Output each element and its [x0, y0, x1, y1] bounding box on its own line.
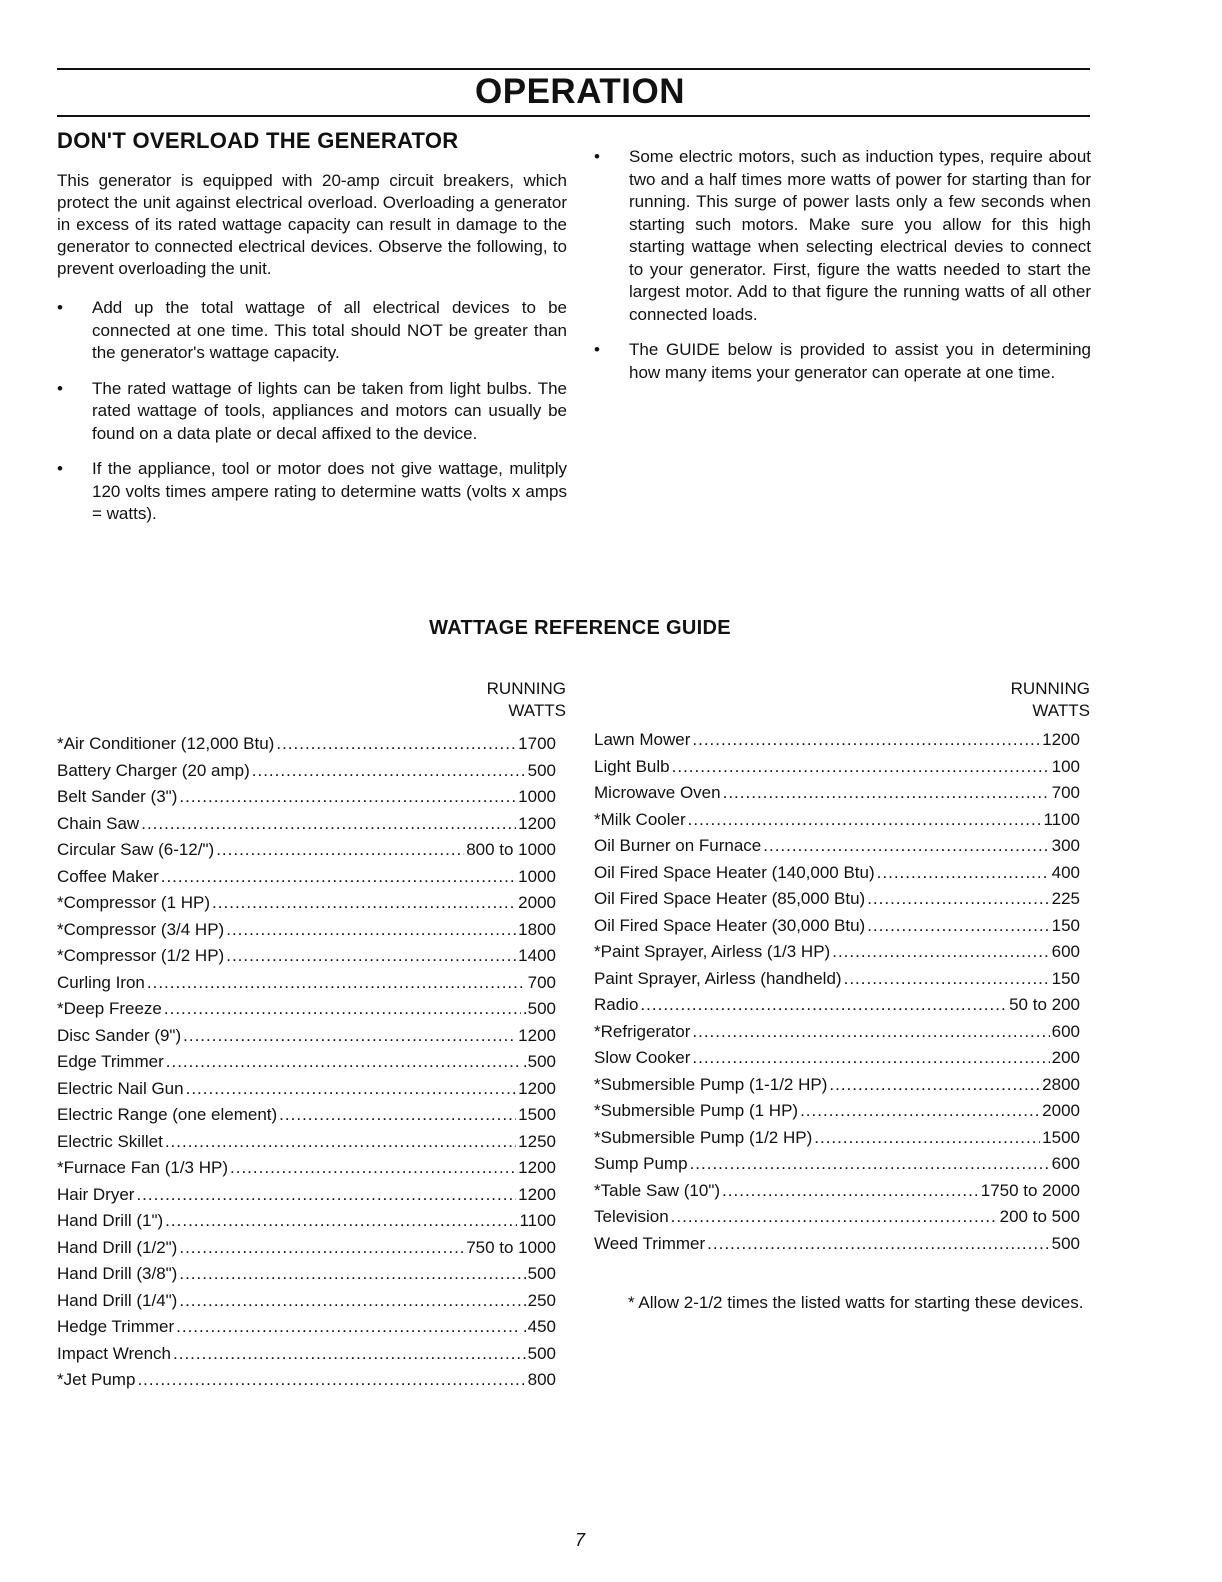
table-row — [57, 996, 556, 1023]
header-rule-top — [57, 68, 1090, 70]
bullet-item — [57, 297, 567, 365]
leader-dots — [867, 886, 1049, 913]
item-name: Electric Range (one element) — [57, 1105, 278, 1124]
item-name: *Furnace Fan (1/3 HP) — [57, 1158, 229, 1177]
leader-dots — [690, 1151, 1050, 1178]
table-row — [57, 731, 556, 758]
leader-dots — [183, 1023, 516, 1050]
item-name: Light Bulb — [594, 756, 670, 776]
table-row — [57, 784, 556, 811]
right-wattage-table — [594, 727, 1080, 1257]
item-name: Oil Burner on Furnace — [594, 836, 762, 855]
watts-value: 250 — [527, 1290, 556, 1310]
table-row — [594, 1204, 1080, 1231]
watts-value: 1500 — [518, 1105, 556, 1124]
table-row — [594, 1072, 1080, 1099]
left-text-column — [57, 170, 567, 539]
item-name: Electric Nail Gun — [57, 1078, 184, 1098]
table-row — [57, 811, 556, 838]
item-name: Curling Iron — [57, 972, 145, 992]
watts-value: 1400 — [518, 946, 556, 965]
bullet-text: The rated wattage of lights can be taken from light bulbs. The rated wattage of tools, appliances and motors can usually be found on a data plate or decal affixed to the device. — [92, 378, 567, 443]
leader-dots — [230, 1155, 516, 1182]
table-row — [57, 1023, 556, 1050]
leader-dots — [226, 917, 516, 944]
bullet-dot: • — [594, 147, 600, 166]
watts-value: 1500 — [1042, 1127, 1080, 1147]
watts-value: 500 — [1051, 1233, 1080, 1253]
intro-paragraph: This generator is equipped with 20-amp circuit breakers, which protect the unit against electrical overload. Overloading a generator in excess of its rated wattage capacity can result in damage to the generator to connected electrical devices. Observe the following, to prevent overloading the unit. — [57, 171, 567, 278]
leader-dots — [800, 1098, 1040, 1125]
item-name: Hand Drill (1/2") — [57, 1237, 178, 1257]
watts-value: 1700 — [518, 734, 556, 753]
table-row — [57, 1155, 556, 1182]
watts-value: 700 — [527, 972, 556, 992]
leader-dots — [814, 1125, 1040, 1152]
watts-value: 750 to 1000 — [466, 1237, 556, 1257]
leader-dots — [179, 1288, 525, 1315]
leader-dots — [176, 1314, 521, 1341]
watts-value: 150 — [1051, 968, 1080, 988]
watts-value: 500 — [527, 1343, 556, 1363]
leader-dots — [723, 780, 1050, 807]
table-row — [57, 837, 556, 864]
column-header-line1: RUNNING — [1010, 679, 1090, 698]
item-name: *Compressor (1/2 HP) — [57, 946, 225, 965]
table-row — [594, 1178, 1080, 1205]
item-name: Microwave Oven — [594, 783, 721, 802]
bullet-item — [57, 378, 567, 446]
table-row — [57, 1288, 556, 1315]
watts-value: 1100 — [519, 1211, 556, 1230]
table-row — [57, 1341, 556, 1368]
item-name: Slow Cooker — [594, 1048, 691, 1067]
item-name: Circular Saw (6-12/") — [57, 840, 215, 859]
left-wattage-table — [57, 731, 556, 1394]
watts-value: 200 — [1051, 1048, 1080, 1067]
leader-dots — [137, 1367, 525, 1394]
table-row — [57, 1129, 556, 1156]
table-row — [57, 1367, 556, 1394]
table-row — [594, 886, 1080, 913]
bullet-dot: • — [594, 340, 600, 359]
watts-value: 600 — [1051, 1021, 1080, 1041]
item-name: *Compressor (1 HP) — [57, 893, 211, 912]
bullet-text: Add up the total wattage of all electrical devices to be connected at one time. This total should NOT be greater than the generator's wattage capacity. — [92, 298, 567, 362]
watts-value: 1000 — [518, 866, 556, 886]
leader-dots — [165, 1129, 516, 1156]
column-header-line2: WATTS — [508, 701, 566, 720]
watts-value: 1200 — [518, 1025, 556, 1045]
watts-value: 100 — [1051, 756, 1080, 776]
leader-dots — [832, 939, 1049, 966]
leader-dots — [179, 784, 516, 811]
page-title: OPERATION — [475, 72, 685, 111]
watts-value: 1750 to 2000 — [980, 1180, 1080, 1200]
item-name: *Submersible Pump (1-1/2 HP) — [594, 1074, 828, 1094]
watts-value: 1200 — [518, 1078, 556, 1098]
table-row — [57, 1208, 556, 1235]
watts-value: 225 — [1051, 889, 1080, 908]
item-name: Impact Wrench — [57, 1343, 172, 1363]
table-row — [57, 864, 556, 891]
table-row — [57, 1076, 556, 1103]
table-row — [594, 939, 1080, 966]
item-name: *Paint Sprayer, Airless (1/3 HP) — [594, 942, 831, 961]
watts-value: .450 — [522, 1317, 556, 1336]
watts-value: .500 — [522, 999, 556, 1018]
watts-value: 2000 — [518, 893, 556, 912]
watts-value: 800 — [527, 1370, 556, 1389]
watts-value: .500 — [522, 1052, 556, 1071]
item-name: *Jet Pump — [57, 1370, 136, 1389]
watts-value: 500 — [527, 760, 556, 780]
table-row — [594, 1125, 1080, 1152]
table-row — [594, 727, 1080, 754]
watts-value: 2000 — [1042, 1101, 1080, 1120]
item-name: Disc Sander (9") — [57, 1025, 182, 1045]
item-name: *Air Conditioner (12,000 Btu) — [57, 734, 275, 753]
bullet-dot: • — [57, 378, 63, 398]
leader-dots — [688, 807, 1042, 834]
watts-value: 1200 — [518, 1158, 556, 1177]
bullet-text: Some electric motors, such as induction types, require about two and a half times more watts of power for starting than for running. This surge of power lasts only a few seconds when starting such motors. Make sure you allow for this high starting wattage when selecting electrical devies to connect to your generator. First, figure the watts needed to start the largest motor. Add to that figure the running watts of all other connected loads. — [629, 147, 1091, 324]
right-text-column — [594, 146, 1091, 397]
table-row — [594, 966, 1080, 993]
item-name: Paint Sprayer, Airless (handheld) — [594, 968, 842, 988]
item-name: *Refrigerator — [594, 1021, 691, 1041]
item-name: Hand Drill (1") — [57, 1211, 164, 1230]
leader-dots — [276, 731, 516, 758]
leader-dots — [147, 970, 526, 997]
table-row — [57, 917, 556, 944]
leader-dots — [671, 1204, 998, 1231]
item-name: Television — [594, 1207, 669, 1226]
watts-value: 150 — [1051, 915, 1080, 935]
table-row — [594, 807, 1080, 834]
leader-dots — [141, 811, 516, 838]
watts-value: 200 to 500 — [999, 1207, 1080, 1226]
bullet-text: If the appliance, tool or motor does not give wattage, mulitply 120 volts times ampere rating to determine watts (volts x amps = watts). — [92, 459, 567, 523]
watts-value: 1800 — [518, 919, 556, 939]
watts-value: 1100 — [1043, 809, 1080, 829]
table-row — [594, 992, 1080, 1019]
item-name: Oil Fired Space Heater (85,000 Btu) — [594, 889, 866, 908]
item-name: Battery Charger (20 amp) — [57, 760, 250, 780]
item-name: *Submersible Pump (1 HP) — [594, 1101, 799, 1120]
item-name: Electric Skillet — [57, 1131, 163, 1151]
table-row — [594, 1231, 1080, 1258]
item-name: Hand Drill (3/8") — [57, 1264, 178, 1283]
column-header-line2: WATTS — [1032, 701, 1090, 720]
watts-value: 50 to 200 — [1009, 995, 1080, 1014]
leader-dots — [226, 943, 516, 970]
table-row — [594, 1045, 1080, 1072]
table-row — [57, 1314, 556, 1341]
table-row — [594, 833, 1080, 860]
leader-dots — [640, 992, 1007, 1019]
item-name: Belt Sander (3") — [57, 787, 178, 806]
table-row — [57, 1235, 556, 1262]
header-rule-bottom — [57, 115, 1090, 117]
column-header-line1: RUNNING — [486, 679, 566, 698]
watts-value: 1200 — [518, 813, 556, 833]
table-row — [594, 1098, 1080, 1125]
table-row — [594, 913, 1080, 940]
leader-dots — [166, 1049, 521, 1076]
item-name: Hair Dryer — [57, 1184, 135, 1204]
table-row — [594, 860, 1080, 887]
bullet-item — [594, 146, 1091, 326]
page-number: 7 — [574, 1530, 585, 1550]
leader-dots — [867, 913, 1049, 940]
bullet-item — [594, 339, 1091, 384]
item-name: Oil Fired Space Heater (140,000 Btu) — [594, 862, 875, 882]
guide-title: WATTAGE REFERENCE GUIDE — [429, 617, 731, 639]
item-name: Oil Fired Space Heater (30,000 Btu) — [594, 915, 866, 935]
item-name: Hedge Trimmer — [57, 1317, 175, 1336]
leader-dots — [844, 966, 1050, 993]
watts-value: 2800 — [1042, 1074, 1080, 1094]
table-row — [57, 943, 556, 970]
item-name: Radio — [594, 995, 639, 1014]
watts-value: 700 — [1051, 783, 1080, 802]
bullet-dot: • — [57, 298, 63, 317]
leader-dots — [252, 758, 526, 785]
watts-value: 1250 — [518, 1131, 556, 1151]
table-row — [594, 754, 1080, 781]
table-row — [594, 1151, 1080, 1178]
watts-value: 600 — [1051, 1154, 1080, 1173]
leader-dots — [877, 860, 1050, 887]
footnote: * Allow 2-1/2 times the listed watts for starting these devices. — [628, 1293, 1084, 1312]
leader-dots — [161, 864, 516, 891]
leader-dots — [212, 890, 516, 917]
leader-dots — [763, 833, 1049, 860]
leader-dots — [829, 1072, 1040, 1099]
leader-dots — [707, 1231, 1049, 1258]
watts-value: 1200 — [1042, 730, 1080, 749]
table-row — [57, 1261, 556, 1288]
leader-dots — [136, 1182, 516, 1209]
leader-dots — [164, 996, 521, 1023]
item-name: Hand Drill (1/4") — [57, 1290, 178, 1310]
table-row — [57, 970, 556, 997]
table-row — [57, 890, 556, 917]
item-name: *Compressor (3/4 HP) — [57, 919, 225, 939]
watts-value: 800 to 1000 — [466, 840, 556, 859]
table-row — [57, 1049, 556, 1076]
leader-dots — [216, 837, 464, 864]
bullet-dot: • — [57, 459, 63, 478]
item-name: *Milk Cooler — [594, 809, 686, 829]
item-name: Lawn Mower — [594, 730, 691, 749]
item-name: Sump Pump — [594, 1154, 688, 1173]
section-heading: DON'T OVERLOAD THE GENERATOR — [57, 128, 459, 153]
item-name: Edge Trimmer — [57, 1052, 164, 1071]
table-row — [57, 758, 556, 785]
leader-dots — [179, 1235, 464, 1262]
watts-value: 400 — [1051, 862, 1080, 882]
left-column-header — [400, 678, 566, 722]
leader-dots — [672, 754, 1050, 781]
leader-dots — [722, 1178, 979, 1205]
leader-dots — [173, 1341, 526, 1368]
leader-dots — [692, 1045, 1049, 1072]
item-name: *Submersible Pump (1/2 HP) — [594, 1127, 813, 1147]
watts-value: 1000 — [518, 787, 556, 806]
leader-dots — [186, 1076, 517, 1103]
bullet-text: The GUIDE below is provided to assist you in determining how many items your generator can operate at one time. — [629, 340, 1091, 382]
leader-dots — [165, 1208, 517, 1235]
item-name: Coffee Maker — [57, 866, 159, 886]
item-name: *Deep Freeze — [57, 999, 162, 1018]
leader-dots — [279, 1102, 516, 1129]
table-row — [57, 1102, 556, 1129]
watts-value: 1200 — [518, 1184, 556, 1204]
watts-value: .500 — [522, 1264, 556, 1283]
table-row — [594, 780, 1080, 807]
item-name: Chain Saw — [57, 813, 140, 833]
table-row — [594, 1019, 1080, 1046]
right-column-header — [924, 678, 1090, 722]
watts-value: 300 — [1051, 836, 1080, 855]
leader-dots — [179, 1261, 521, 1288]
table-row — [57, 1182, 556, 1209]
leader-dots — [692, 727, 1040, 754]
item-name: *Table Saw (10") — [594, 1180, 721, 1200]
leader-dots — [692, 1019, 1049, 1046]
item-name: Weed Trimmer — [594, 1233, 706, 1253]
bullet-item — [57, 458, 567, 526]
watts-value: 600 — [1051, 942, 1080, 961]
